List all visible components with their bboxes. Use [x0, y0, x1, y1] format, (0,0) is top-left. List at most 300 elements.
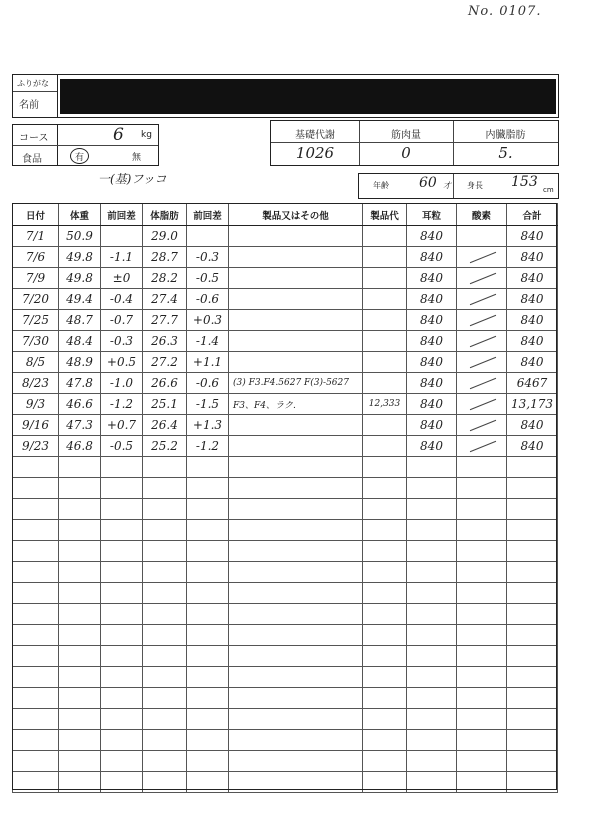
cell-weight-diff: -0.4	[101, 289, 143, 310]
bmr-header: 基礎代謝	[295, 130, 335, 141]
cell-empty	[363, 730, 407, 751]
cell-ear-grain: 840	[407, 247, 457, 268]
cell-weight: 48.4	[59, 331, 101, 352]
cell-empty	[187, 772, 229, 793]
visceral-fat-value: 5.	[498, 144, 513, 162]
col-weight: 体重	[59, 204, 101, 226]
table-row	[13, 583, 558, 604]
cell-empty	[407, 520, 457, 541]
cell-empty	[507, 604, 558, 625]
cell-ear-grain: 840	[407, 373, 457, 394]
cell-date: 7/1	[13, 226, 59, 247]
cell-date: 8/23	[13, 373, 59, 394]
cell-total: 840	[507, 310, 558, 331]
cell-product	[229, 289, 363, 310]
cell-product	[229, 310, 363, 331]
table-row	[13, 436, 558, 457]
cell-empty	[187, 730, 229, 751]
cell-total: 6467	[507, 373, 558, 394]
redacted-name	[60, 79, 556, 114]
cell-empty	[229, 772, 363, 793]
cell-product	[229, 226, 363, 247]
cell-empty	[457, 730, 507, 751]
cell-empty	[507, 730, 558, 751]
cell-product-cost	[363, 268, 407, 289]
cell-empty	[101, 583, 143, 604]
cell-empty	[143, 709, 187, 730]
table-row	[13, 688, 558, 709]
cell-date: 7/6	[13, 247, 59, 268]
cell-date: 7/20	[13, 289, 59, 310]
cell-product-cost	[363, 373, 407, 394]
cell-date: 9/23	[13, 436, 59, 457]
cell-empty	[407, 499, 457, 520]
metabolism-block	[270, 120, 559, 166]
cell-empty	[143, 646, 187, 667]
col-product: 製品又はその他	[229, 204, 363, 226]
cell-empty	[507, 520, 558, 541]
cell-empty	[13, 751, 59, 772]
cell-empty	[13, 646, 59, 667]
cell-date: 8/5	[13, 352, 59, 373]
cell-product-cost	[363, 289, 407, 310]
cell-empty	[143, 583, 187, 604]
table-row	[13, 625, 558, 646]
cell-empty	[457, 541, 507, 562]
cell-oxygen	[457, 310, 507, 331]
cell-empty	[457, 751, 507, 772]
age-height-block	[358, 173, 559, 199]
cell-empty	[13, 730, 59, 751]
muscle-header: 筋肉量	[391, 130, 421, 141]
cell-empty	[407, 562, 457, 583]
cell-body-fat: 28.7	[143, 247, 187, 268]
cell-empty	[59, 604, 101, 625]
cell-product	[229, 247, 363, 268]
muscle-value: 0	[401, 144, 411, 162]
table-header-row	[13, 204, 558, 226]
cell-date: 7/9	[13, 268, 59, 289]
cell-empty	[229, 667, 363, 688]
visceral-fat-header: 内臓脂肪	[485, 130, 526, 141]
table-row	[13, 751, 558, 772]
cell-empty	[101, 667, 143, 688]
cell-empty	[363, 457, 407, 478]
cell-weight-diff: -0.3	[101, 331, 143, 352]
cell-empty	[13, 604, 59, 625]
cell-fat-diff: -0.3	[187, 247, 229, 268]
cell-empty	[457, 625, 507, 646]
cell-weight: 49.8	[59, 268, 101, 289]
cell-empty	[229, 562, 363, 583]
cell-weight: 48.9	[59, 352, 101, 373]
cell-empty	[101, 646, 143, 667]
height-unit: cm	[543, 186, 554, 194]
cell-empty	[13, 457, 59, 478]
cell-empty	[229, 583, 363, 604]
cell-empty	[101, 499, 143, 520]
table-row	[13, 289, 558, 310]
cell-empty	[363, 499, 407, 520]
cell-empty	[229, 688, 363, 709]
cell-weight: 49.4	[59, 289, 101, 310]
cell-empty	[143, 541, 187, 562]
bmr-value: 1026	[295, 144, 335, 162]
cell-empty	[229, 541, 363, 562]
course-food-block	[12, 124, 159, 166]
cell-weight-diff: -1.0	[101, 373, 143, 394]
cell-empty	[59, 709, 101, 730]
table-row	[13, 226, 558, 247]
cell-empty	[59, 688, 101, 709]
cell-empty	[13, 625, 59, 646]
cell-product-cost: 12,333	[363, 394, 407, 415]
cell-total: 840	[507, 415, 558, 436]
cell-empty	[59, 751, 101, 772]
cell-oxygen	[457, 352, 507, 373]
cell-empty	[143, 562, 187, 583]
col-product-cost: 製品代	[363, 204, 407, 226]
cell-empty	[143, 625, 187, 646]
cell-empty	[229, 604, 363, 625]
cell-empty	[187, 562, 229, 583]
cell-weight-diff: -0.5	[101, 436, 143, 457]
cell-empty	[407, 751, 457, 772]
cell-empty	[457, 478, 507, 499]
cell-empty	[101, 541, 143, 562]
cell-body-fat: 26.6	[143, 373, 187, 394]
cell-total: 840	[507, 352, 558, 373]
table-row	[13, 499, 558, 520]
table-row	[13, 247, 558, 268]
cell-empty	[507, 562, 558, 583]
cell-ear-grain: 840	[407, 436, 457, 457]
cell-empty	[363, 520, 407, 541]
cell-empty	[59, 583, 101, 604]
table-row	[13, 310, 558, 331]
cell-product-cost	[363, 415, 407, 436]
name-label: 名前	[19, 100, 39, 111]
cell-empty	[457, 562, 507, 583]
cell-empty	[407, 583, 457, 604]
table-row	[13, 709, 558, 730]
cell-empty	[507, 688, 558, 709]
col-body-fat: 体脂肪	[143, 204, 187, 226]
height-value: 153	[511, 174, 538, 190]
cell-empty	[101, 709, 143, 730]
cell-fat-diff: -0.5	[187, 268, 229, 289]
cell-body-fat: 27.4	[143, 289, 187, 310]
cell-weight-diff: +0.7	[101, 415, 143, 436]
cell-fat-diff: +1.3	[187, 415, 229, 436]
cell-empty	[229, 520, 363, 541]
cell-empty	[457, 667, 507, 688]
cell-weight-diff: +0.5	[101, 352, 143, 373]
cell-empty	[507, 583, 558, 604]
cell-empty	[507, 478, 558, 499]
cell-empty	[13, 772, 59, 793]
cell-oxygen	[457, 436, 507, 457]
cell-weight: 47.8	[59, 373, 101, 394]
height-label: 身長	[467, 181, 483, 190]
cell-empty	[13, 478, 59, 499]
cell-empty	[59, 730, 101, 751]
cell-date: 7/30	[13, 331, 59, 352]
cell-empty	[13, 688, 59, 709]
cell-product	[229, 268, 363, 289]
cell-empty	[143, 457, 187, 478]
col-weight-diff: 前回差	[101, 204, 143, 226]
cell-empty	[363, 541, 407, 562]
cell-product	[229, 352, 363, 373]
cell-empty	[407, 541, 457, 562]
cell-empty	[363, 478, 407, 499]
cell-body-fat: 27.2	[143, 352, 187, 373]
cell-weight-diff: -1.1	[101, 247, 143, 268]
cell-empty	[187, 709, 229, 730]
cell-weight-diff: -1.2	[101, 394, 143, 415]
table-row	[13, 562, 558, 583]
cell-oxygen	[457, 394, 507, 415]
cell-empty	[143, 520, 187, 541]
cell-product-cost	[363, 352, 407, 373]
cell-empty	[143, 688, 187, 709]
table-row	[13, 268, 558, 289]
cell-empty	[457, 499, 507, 520]
cell-empty	[363, 772, 407, 793]
cell-empty	[229, 751, 363, 772]
cell-empty	[229, 646, 363, 667]
cell-empty	[457, 604, 507, 625]
cell-empty	[229, 457, 363, 478]
cell-fat-diff: -1.5	[187, 394, 229, 415]
cell-oxygen	[457, 247, 507, 268]
cell-empty	[407, 688, 457, 709]
cell-total: 840	[507, 331, 558, 352]
age-unit: 才	[443, 181, 451, 190]
cell-date: 9/16	[13, 415, 59, 436]
cell-date: 7/25	[13, 310, 59, 331]
cell-product: F3、F4、ラク.	[229, 394, 363, 415]
cell-weight: 50.9	[59, 226, 101, 247]
cell-empty	[407, 457, 457, 478]
cell-body-fat: 26.3	[143, 331, 187, 352]
cell-empty	[407, 604, 457, 625]
cell-oxygen	[457, 268, 507, 289]
cell-fat-diff: -0.6	[187, 289, 229, 310]
cell-empty	[101, 457, 143, 478]
cell-empty	[187, 520, 229, 541]
col-fat-diff: 前回差	[187, 204, 229, 226]
cell-empty	[363, 688, 407, 709]
cell-empty	[507, 646, 558, 667]
cell-weight: 47.3	[59, 415, 101, 436]
cell-empty	[457, 520, 507, 541]
cell-ear-grain: 840	[407, 289, 457, 310]
cell-oxygen	[457, 289, 507, 310]
cell-empty	[187, 604, 229, 625]
cell-fat-diff: -1.2	[187, 436, 229, 457]
cell-empty	[13, 562, 59, 583]
cell-empty	[59, 646, 101, 667]
cell-empty	[59, 625, 101, 646]
cell-ear-grain: 840	[407, 352, 457, 373]
cell-body-fat: 28.2	[143, 268, 187, 289]
cell-ear-grain: 840	[407, 415, 457, 436]
cell-empty	[363, 583, 407, 604]
food-label: 食品	[22, 154, 42, 165]
cell-ear-grain: 840	[407, 226, 457, 247]
cell-empty	[457, 772, 507, 793]
cell-fat-diff: +0.3	[187, 310, 229, 331]
cell-product	[229, 415, 363, 436]
cell-product-cost	[363, 247, 407, 268]
cell-empty	[187, 688, 229, 709]
cell-ear-grain: 840	[407, 268, 457, 289]
table-row	[13, 541, 558, 562]
cell-empty	[187, 583, 229, 604]
cell-empty	[13, 541, 59, 562]
cell-total: 840	[507, 226, 558, 247]
cell-oxygen	[457, 373, 507, 394]
cell-body-fat: 29.0	[143, 226, 187, 247]
cell-body-fat: 26.4	[143, 415, 187, 436]
cell-body-fat: 25.1	[143, 394, 187, 415]
cell-empty	[187, 457, 229, 478]
cell-empty	[457, 646, 507, 667]
cell-empty	[407, 772, 457, 793]
cell-fat-diff: -1.4	[187, 331, 229, 352]
food-note: 一(基)フッコ	[98, 172, 167, 186]
cell-weight: 46.6	[59, 394, 101, 415]
cell-oxygen	[457, 415, 507, 436]
cell-empty	[457, 583, 507, 604]
cell-empty	[187, 499, 229, 520]
cell-product-cost	[363, 226, 407, 247]
cell-empty	[59, 541, 101, 562]
age-label: 年齢	[373, 181, 389, 190]
table-row	[13, 478, 558, 499]
cell-empty	[101, 625, 143, 646]
cell-fat-diff	[187, 226, 229, 247]
cell-empty	[229, 730, 363, 751]
cell-empty	[229, 499, 363, 520]
cell-empty	[59, 772, 101, 793]
cell-total: 840	[507, 268, 558, 289]
cell-total: 840	[507, 436, 558, 457]
cell-empty	[229, 478, 363, 499]
cell-weight-diff	[101, 226, 143, 247]
age-value: 60	[419, 175, 437, 191]
cell-empty	[143, 751, 187, 772]
table-row	[13, 772, 558, 793]
cell-empty	[407, 667, 457, 688]
cell-empty	[143, 667, 187, 688]
col-ear-grain: 耳粒	[407, 204, 457, 226]
cell-empty	[101, 604, 143, 625]
table-row	[13, 415, 558, 436]
course-label: コース	[19, 133, 49, 144]
cell-empty	[507, 457, 558, 478]
cell-empty	[101, 730, 143, 751]
cell-empty	[407, 478, 457, 499]
course-value: 6	[113, 125, 124, 145]
cell-empty	[101, 562, 143, 583]
cell-empty	[187, 667, 229, 688]
cell-empty	[363, 625, 407, 646]
cell-ear-grain: 840	[407, 394, 457, 415]
cell-oxygen	[457, 226, 507, 247]
cell-weight: 48.7	[59, 310, 101, 331]
cell-total: 840	[507, 289, 558, 310]
cell-weight-diff: -0.7	[101, 310, 143, 331]
cell-empty	[457, 457, 507, 478]
cell-empty	[143, 478, 187, 499]
cell-empty	[363, 709, 407, 730]
cell-empty	[457, 688, 507, 709]
cell-oxygen	[457, 331, 507, 352]
col-total: 合計	[507, 204, 558, 226]
cell-empty	[507, 667, 558, 688]
document-number: No. 0107.	[468, 4, 542, 19]
cell-empty	[101, 688, 143, 709]
cell-empty	[101, 772, 143, 793]
cell-empty	[507, 541, 558, 562]
cell-empty	[363, 646, 407, 667]
cell-empty	[59, 667, 101, 688]
cell-weight: 49.8	[59, 247, 101, 268]
cell-empty	[507, 709, 558, 730]
cell-ear-grain: 840	[407, 331, 457, 352]
cell-date: 9/3	[13, 394, 59, 415]
cell-empty	[13, 499, 59, 520]
cell-empty	[59, 499, 101, 520]
cell-fat-diff: +1.1	[187, 352, 229, 373]
cell-empty	[101, 751, 143, 772]
cell-empty	[187, 751, 229, 772]
cell-empty	[143, 772, 187, 793]
course-unit: kg	[141, 130, 152, 140]
cell-empty	[143, 499, 187, 520]
cell-fat-diff: -0.6	[187, 373, 229, 394]
cell-empty	[13, 667, 59, 688]
table-row	[13, 667, 558, 688]
cell-empty	[143, 730, 187, 751]
table-row	[13, 352, 558, 373]
cell-weight-diff: ±0	[101, 268, 143, 289]
log-table	[12, 203, 558, 793]
food-nashi: 無	[132, 153, 142, 163]
cell-product: (3) F3.F4.5627 F(3)-5627	[229, 373, 363, 394]
cell-product	[229, 331, 363, 352]
table-row	[13, 646, 558, 667]
cell-empty	[363, 667, 407, 688]
table-row	[13, 373, 558, 394]
cell-empty	[59, 520, 101, 541]
cell-total: 840	[507, 247, 558, 268]
cell-empty	[101, 478, 143, 499]
col-date: 日付	[13, 204, 59, 226]
cell-product-cost	[363, 331, 407, 352]
cell-empty	[363, 562, 407, 583]
cell-product-cost	[363, 310, 407, 331]
food-ari: 有	[75, 153, 85, 163]
table-row	[13, 457, 558, 478]
table-row	[13, 520, 558, 541]
cell-empty	[59, 562, 101, 583]
cell-empty	[507, 751, 558, 772]
cell-weight: 46.8	[59, 436, 101, 457]
